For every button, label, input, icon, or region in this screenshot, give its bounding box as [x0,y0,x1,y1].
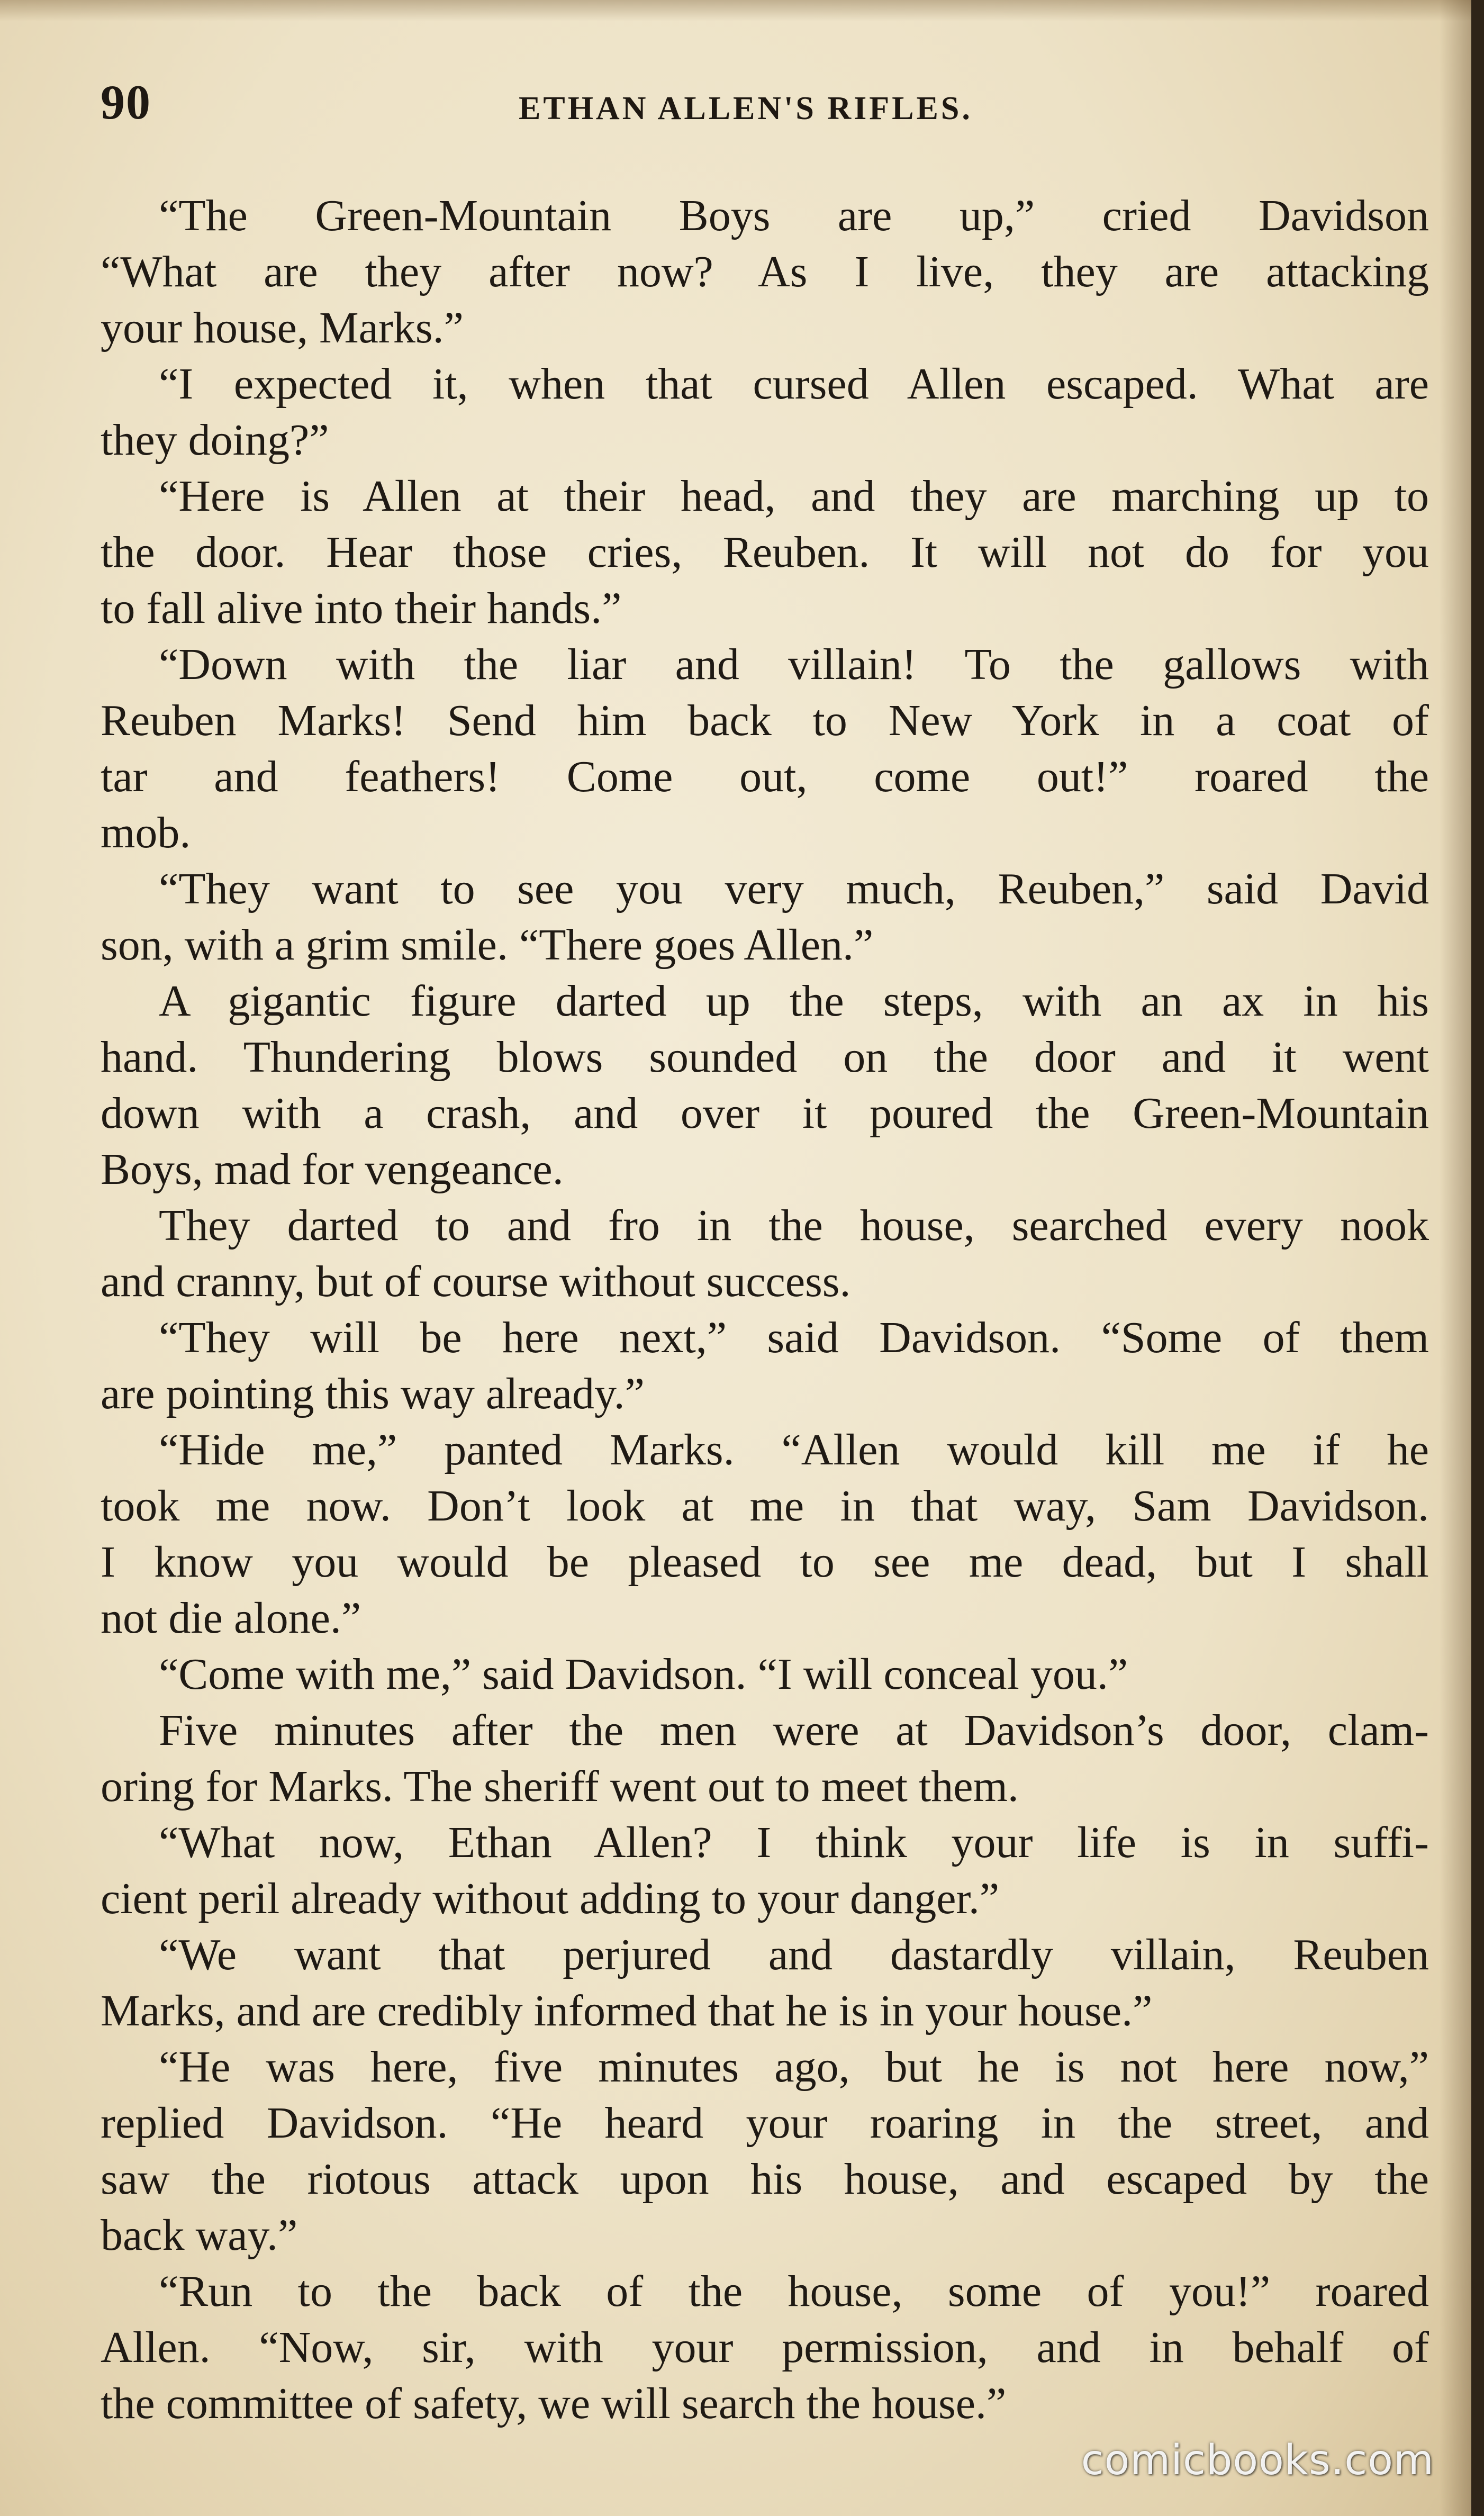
text-line: the committee of safety, we will search the house.” [101,2379,1007,2428]
text-line: your house, Marks.” [101,303,464,352]
text-line: are pointing this way already.” [101,1369,645,1418]
text-line: replied Davidson. “He heard your roaring in the street, and [101,2098,1429,2148]
text-line: “We want that perjured and dastardly villain, Reuben [159,1930,1429,1979]
text-line: down with a crash, and over it poured the Green-Mountain [101,1089,1429,1138]
text-line: saw the riotous attack upon his house, and escaped by the [101,2155,1429,2204]
watermark: comicbooks.com [1081,2437,1434,2484]
page-number: 90 [101,75,151,129]
text-line: they doing?” [101,415,329,465]
text-line: tar and feathers! Come out, come out!” roared the [101,752,1429,801]
text-line: “What now, Ethan Allen? I think your life is in suffi- [159,1818,1429,1867]
text-line: Boys, mad for vengeance. [101,1145,564,1194]
page-header [101,74,1424,138]
body-text [101,188,1429,2432]
text-line: “The Green-Mountain Boys are up,” cried Davidson [159,191,1429,240]
text-line: Marks, and are credibly informed that he is in your house.” [101,1986,1153,2035]
text-line: Five minutes after the men were at Davidson’s door, clam- [159,1706,1429,1755]
text-line: the door. Hear those cries, Reuben. It will not do for you [101,528,1429,577]
text-line: “What are they after now? As I live, they are attacking [101,247,1429,296]
text-line: cient peril already without adding to your danger.” [101,1874,1000,1923]
page-top-edge [0,0,1471,21]
text-line: “Come with me,” said Davidson. “I will conceal you.” [159,1650,1128,1699]
text-line: Allen. “Now, sir, with your permission, and in behalf of [101,2323,1429,2372]
text-line: “They want to see you very much, Reuben,” said David [159,864,1429,913]
text-line: “Here is Allen at their head, and they are marching up to [159,472,1429,521]
text-line: “They will be here next,” said Davidson. “Some of them [159,1313,1429,1362]
text-line: and cranny, but of course without success. [101,1257,851,1306]
text-line: son, with a grim smile. “There goes Allen.” [101,920,874,970]
running-head: ETHAN ALLEN'S RIFLES. [519,90,973,126]
text-line: hand. Thundering blows sounded on the door and it went [101,1033,1429,1082]
text-line: not die alone.” [101,1594,361,1643]
text-line: took me now. Don’t look at me in that way, Sam Davidson. [101,1481,1429,1531]
text-line: A gigantic figure darted up the steps, with an ax in his [159,976,1429,1026]
text-line: I know you would be pleased to see me dead, but I shall [101,1537,1429,1587]
text-line: mob. [101,808,191,857]
text-line: Reuben Marks! Send him back to New York in a coat of [101,696,1429,745]
text-line: oring for Marks. The sheriff went out to meet them. [101,1762,1019,1811]
text-line: “Run to the back of the house, some of you!” roared [159,2267,1429,2316]
text-line: “I expected it, when that cursed Allen escaped. What are [159,359,1429,409]
text-line: “Hide me,” panted Marks. “Allen would kill me if he [159,1425,1429,1474]
text-line: “Down with the liar and villain! To the gallows with [159,640,1429,689]
page-spine-shadow [1440,0,1471,2516]
text-line: back way.” [101,2211,298,2260]
text-line: to fall alive into their hands.” [101,584,622,633]
text-line: “He was here, five minutes ago, but he is not here now,” [159,2042,1429,2092]
text-line: They darted to and fro in the house, searched every nook [159,1201,1429,1250]
